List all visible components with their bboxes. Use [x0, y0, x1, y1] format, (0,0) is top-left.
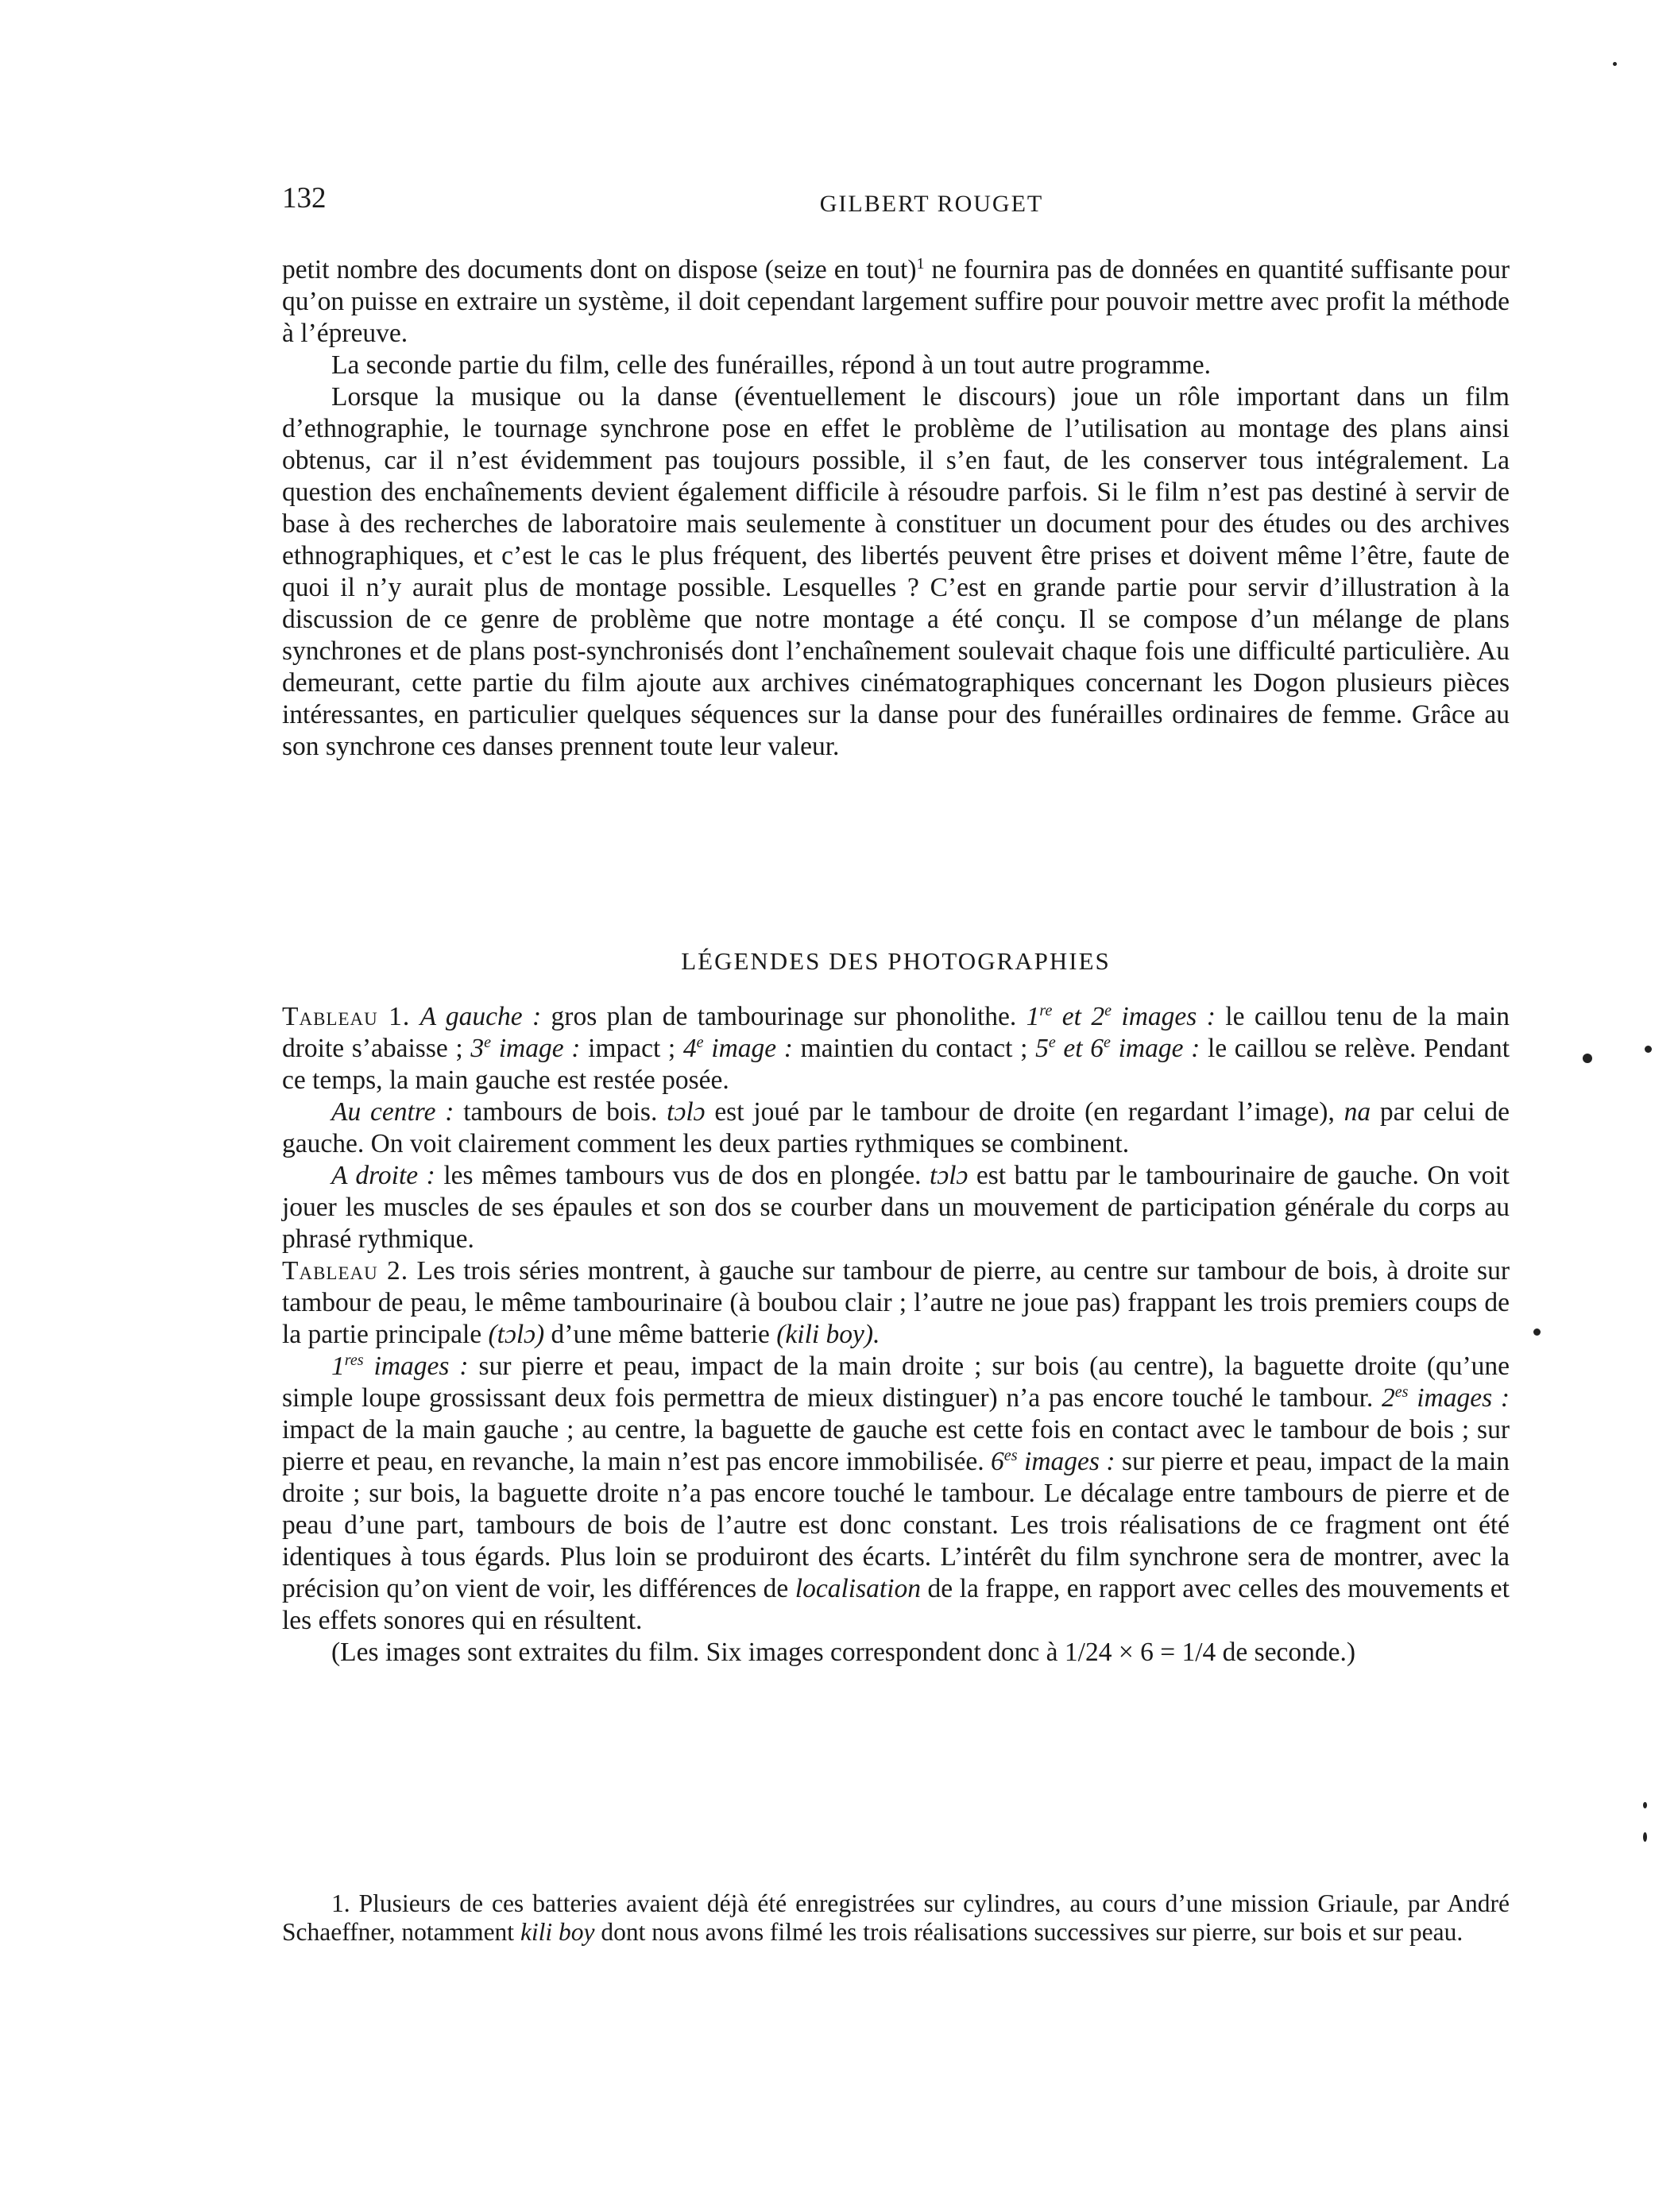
tableau-2-paragraph-3: (Les images sont extraites du film. Six images correspondent donc à 1/24 × 6 = 1/4 de seconde.)	[331, 1638, 1356, 1667]
text-span: d’une même batterie	[544, 1320, 777, 1349]
tableau-1-paragraph-1	[282, 1001, 1510, 1096]
text-span: sur pierre et peau, impact de la main droite ; sur bois, la baguette droite n’a pas encore touché le tambour. Le décalage entre tambours de pierre et de peau d’une part, tambours de bois de l’autre est donc constant. Les trois réalisations de ce fragment ont été identiques à tous égards. Plus loin se produiront des écarts. L’intérêt du film synchrone sera de montrer, avec la précision qu’on vient de voir, les différences de	[282, 1447, 1510, 1603]
images-1-label	[331, 1352, 469, 1381]
text-span: et	[1052, 1002, 1092, 1031]
text-span: gros plan de tambourinage sur phonolithe.	[541, 1002, 1027, 1031]
text-span: Les trois séries montrent, à gauche sur tambour de pierre, au centre sur tambour de bois, à droite sur tambour de peau, le même tambourinaire (à boubou clair ; l’autre ne joue pas) frappant les trois premiers coups de la partie principale	[282, 1256, 1510, 1349]
ordinal-number: 2	[1382, 1383, 1395, 1413]
tableau-1-label: Tableau 1.	[282, 1002, 411, 1031]
scan-mark	[1613, 62, 1617, 66]
text-span: tambours de bois.	[454, 1097, 667, 1127]
text-span: les mêmes tambours vus de dos en plongée.	[435, 1161, 930, 1190]
text-span: sur pierre et peau, impact de la main droite ; sur bois (au centre), la baguette droite (qu’une simple loupe grossissant deux fois permettra de mieux distinguer) n’a pas encore touché le tambour.	[282, 1352, 1510, 1413]
text-span: image :	[703, 1034, 793, 1063]
images-1-2-label	[1027, 1002, 1216, 1031]
ordinal-suffix: e	[1104, 1033, 1111, 1051]
text-span: images :	[1408, 1383, 1510, 1413]
text-span: de la frappe, en rapport avec celles des mouvements et les effets sonores qui en résultent.	[282, 1574, 1510, 1635]
image-4-label	[683, 1034, 793, 1063]
footnote	[282, 1889, 1510, 1947]
tableau-2-paragraph-1	[282, 1255, 1510, 1351]
text-span: images :	[1112, 1002, 1216, 1031]
tolo-term: (tɔlɔ)	[488, 1320, 545, 1349]
tolo-term: tɔlɔ	[930, 1161, 969, 1190]
intro-paragraph-1	[282, 254, 1510, 350]
au-centre-label: Au centre :	[331, 1097, 454, 1127]
ordinal-number: 4	[682, 1034, 697, 1063]
intro-paragraph-3: Lorsque la musique ou la danse (éventuellement le discours) joue un rôle important dans un film d’ethnographie, le tournage synchrone pose en effet le problème de l’utilisation au montage des plans ainsi obtenus, car il n’est évidemment pas toujours possible, il s’en faut, de les conserver tous intégralement. La question des enchaînements devient également difficile à résoudre parfois. Si le film n’est pas destiné à servir de base à des recherches de laboratoire mais seulemente à constituer un document pour des études ou des archives ethnographiques, et c’est le cas le plus fréquent, des libertés peuvent être prises et doivent même l’être, faute de quoi il n’y aurait plus de montage possible. Lesquelles ? C’est en grande partie pour servir d’illustration à la discussion de ce genre de problème que notre montage a été conçu. Il se compose d’un mélange de plans synchrones et de plans post-synchronisés dont l’enchaînement soulevait chaque fois une difficulté particulière. Au demeurant, cette partie du film ajoute aux archives cinématographiques concernant les Dogon plusieurs pièces intéressantes, en particulier quelques séquences sur la danse pour des funérailles ordinaires de femme. Grâce au son synchrone ces danses prennent toute leur valeur.	[282, 382, 1510, 761]
text-span: image :	[1110, 1034, 1201, 1063]
ordinal-suffix: e	[1048, 1033, 1056, 1051]
intro-paragraph-2: La seconde partie du film, celle des funérailles, répond à un tout autre programme.	[331, 350, 1211, 380]
text-span: et	[1055, 1034, 1091, 1063]
scan-mark	[1643, 1802, 1647, 1808]
text-span: le caillou se relève. Pendant ce temps, la main gauche est restée posée.	[282, 1034, 1510, 1095]
ordinal-suffix: res	[344, 1351, 364, 1369]
tableau-2-paragraph-2	[282, 1351, 1510, 1637]
images-2-label	[1382, 1383, 1510, 1413]
intro-p1-rest: ne fournira pas de données en quantité suffisante pour qu’on puisse en extraire un système, il doit cependant largement suffire pour pouvoir mettre avec profit la méthode à l’épreuve.	[282, 255, 1510, 348]
text-span: maintien du contact ;	[792, 1034, 1036, 1063]
ordinal-number: 6	[991, 1447, 1004, 1476]
text-span: le caillou tenu de la main droite s’abaisse ;	[282, 1002, 1510, 1063]
ordinal-suffix: e	[484, 1033, 492, 1051]
text-span: image :	[491, 1034, 581, 1063]
scan-mark	[1533, 1328, 1541, 1336]
kili-boy-term: (kili boy).	[776, 1320, 880, 1349]
ordinal-number: 1	[1026, 1002, 1040, 1031]
text-span: impact de la main gauche ; au centre, la baguette de gauche est cette fois en contact avec le tambour de bois ; sur pierre et peau, en revanche, la main n’est pas encore immobilisée.	[282, 1415, 1510, 1476]
scan-mark	[1643, 1832, 1647, 1842]
a-droite-label: A droite :	[331, 1161, 435, 1190]
text-span: Plusieurs de ces batteries avaient déjà été enregistrées sur cylindres, au cours d’une mission Griaule, par André Schaeffner, notamment	[282, 1889, 1510, 1946]
text-span: images :	[1017, 1447, 1115, 1476]
ordinal-suffix: e	[1104, 1001, 1112, 1019]
na-term: na	[1344, 1097, 1371, 1127]
a-gauche-label: A gauche :	[420, 1002, 542, 1031]
text-span: impact ;	[580, 1034, 683, 1063]
text-span: est battu par le tambourinaire de gauche. On voit jouer les muscles de ses épaules et son dos se courber dans un mouvement de participation générale du corps au phrasé rythmique.	[282, 1161, 1510, 1254]
intro-text	[282, 254, 1510, 763]
images-6-label	[991, 1447, 1115, 1476]
ordinal-number: 2	[1091, 1002, 1105, 1031]
ordinal-suffix: re	[1039, 1001, 1053, 1019]
tableau-1-paragraph-2	[282, 1096, 1510, 1160]
intro-p1-text: petit nombre des documents dont on dispose (seize en tout)	[282, 255, 917, 284]
kili-boy-term: kili boy	[520, 1918, 595, 1946]
ordinal-number: 1	[331, 1352, 345, 1381]
scan-mark	[1583, 1054, 1592, 1063]
page-number: 132	[282, 182, 327, 215]
running-head: GILBERT ROUGET	[819, 191, 1044, 217]
image-3-label	[470, 1034, 580, 1063]
images-5-6-label	[1035, 1034, 1200, 1063]
text-span: est joué par le tambour de droite (en regardant l’image),	[705, 1097, 1344, 1127]
section-title: LÉGENDES DES PHOTOGRAPHIES	[681, 947, 1111, 975]
tableau-1-paragraph-3	[282, 1160, 1510, 1255]
text-span: dont nous avons filmé les trois réalisations successives sur pierre, sur bois et sur peau.	[594, 1918, 1463, 1946]
ordinal-suffix: es	[1394, 1382, 1409, 1401]
text-span: images :	[363, 1352, 469, 1381]
ordinal-suffix: es	[1003, 1446, 1018, 1464]
tableau-1-caption	[282, 1001, 1510, 1255]
page-header	[282, 181, 1510, 221]
footnote-ref: 1	[916, 254, 925, 273]
ordinal-number: 6	[1090, 1034, 1104, 1063]
text-span: par celui de gauche. On voit clairement comment les deux parties rythmiques se combinent.	[282, 1097, 1510, 1158]
footnote-number: 1.	[331, 1889, 350, 1917]
localisation-term: localisation	[795, 1574, 921, 1603]
ordinal-number: 5	[1035, 1034, 1049, 1063]
tableau-2-caption	[282, 1255, 1510, 1669]
footnote-text	[282, 1889, 1510, 1947]
scan-mark	[1645, 1046, 1652, 1053]
ordinal-suffix: e	[696, 1033, 704, 1051]
tableau-2-label: Tableau 2.	[282, 1256, 409, 1286]
ordinal-number: 3	[470, 1034, 485, 1063]
tolo-term: tɔlɔ	[667, 1097, 706, 1127]
